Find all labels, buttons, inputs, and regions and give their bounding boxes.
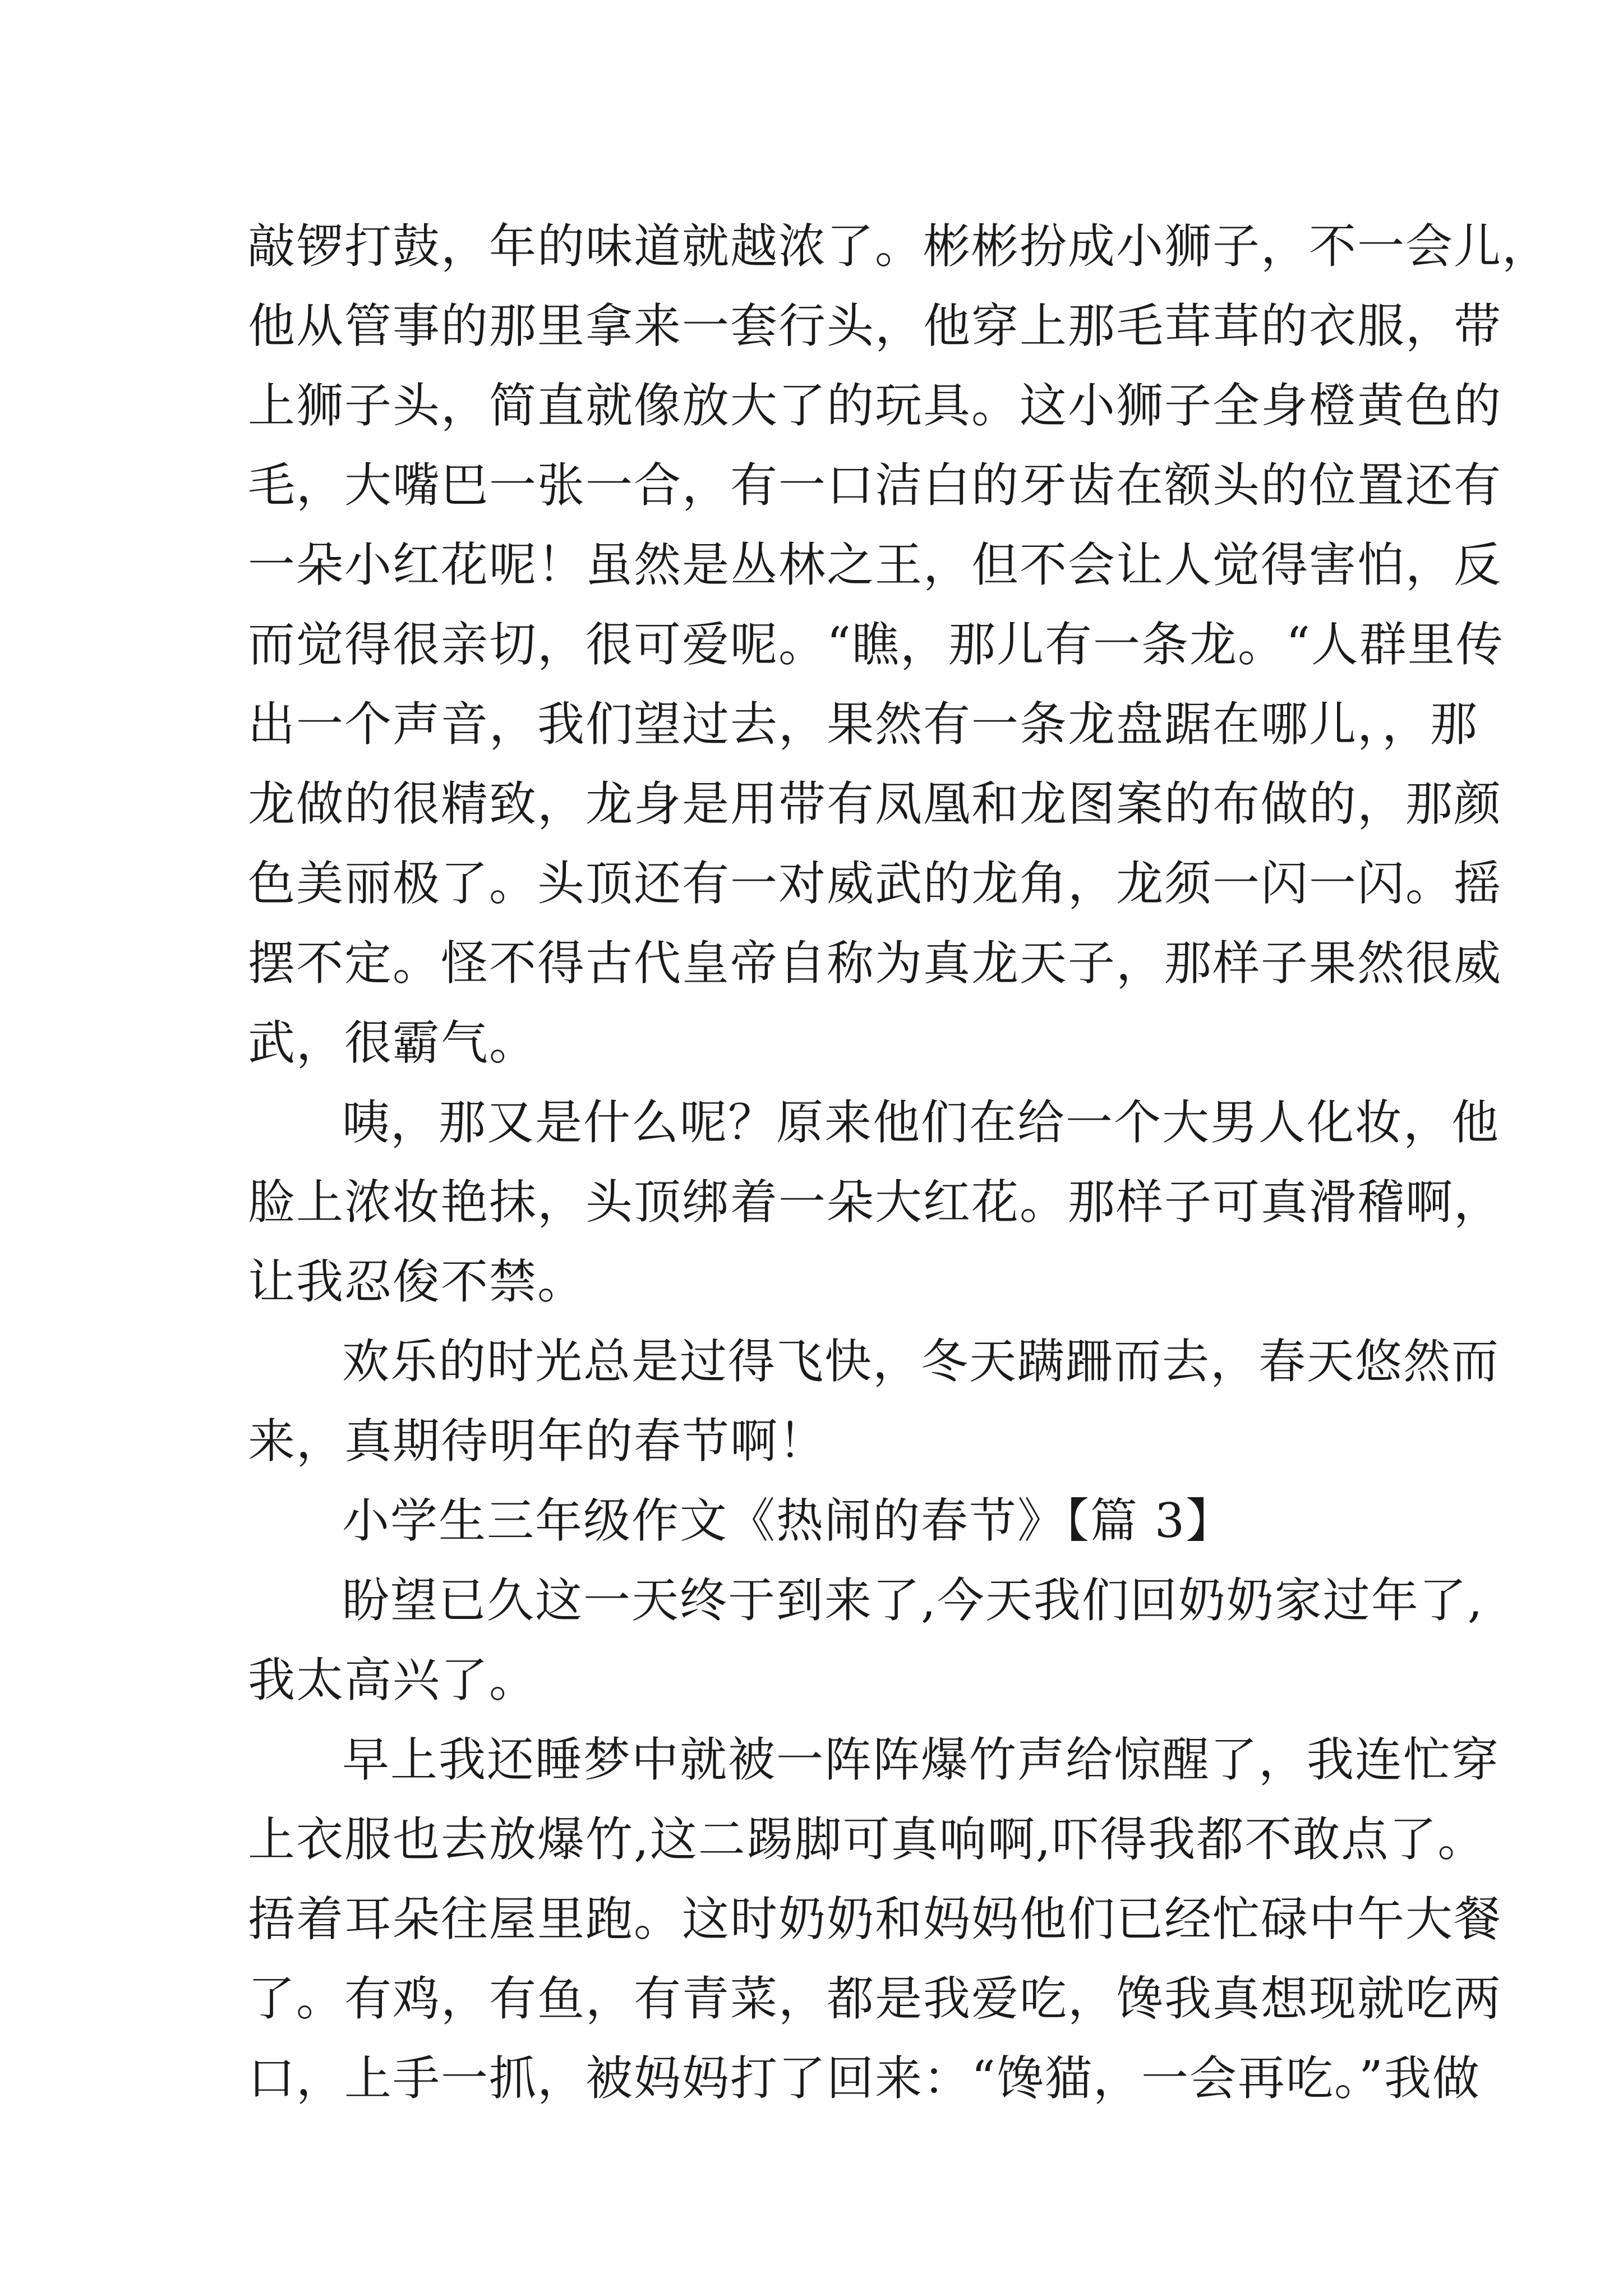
text-line: 了。有鸡，有鱼，有青菜，都是我爱吃，馋我真想现就吃两 xyxy=(248,1971,1502,2026)
text-line: 上狮子头，简直就像放大了的玩具。这小狮子全身橙黄色的 xyxy=(248,378,1502,433)
text-line: 欢乐的时光总是过得飞快，冬天蹒跚而去，春天悠然而 xyxy=(342,1334,1500,1389)
text-line: 上衣服也去放爆竹,这二踢脚可真响啊,吓得我都不敢点了。 xyxy=(248,1812,1486,1867)
text-line: 让我忍俊不禁。 xyxy=(248,1254,586,1309)
text-line: 脸上浓妆艳抹，头顶绑着一朵大红花。那样子可真滑稽啊， xyxy=(248,1175,1502,1230)
text-line: 口，上手一抓，被妈妈打了回来：“馋猫，一会再吃。”我做 xyxy=(248,2051,1481,2106)
text-line: 早上我还睡梦中就被一阵阵爆竹声给惊醒了，我连忙穿 xyxy=(342,1732,1500,1787)
text-line: 龙做的很精致，龙身是用带有凤凰和龙图案的布做的，那颜 xyxy=(248,776,1502,831)
document-body xyxy=(248,206,1551,2118)
text-line: 咦，那又是什么呢？原来他们在给一个大男人化妆，他 xyxy=(342,1095,1500,1150)
text-line: 毛，大嘴巴一张一合，有一口洁白的牙齿在额头的位置还有 xyxy=(248,458,1502,513)
text-line: 他从管事的那里拿来一套行头，他穿上那毛茸茸的衣服，带 xyxy=(248,298,1502,353)
section-heading: 小学生三年级作文《热闹的春节》【篇 3】 xyxy=(342,1493,1234,1548)
text-line: 色美丽极了。头顶还有一对威武的龙角，龙须一闪一闪。摇 xyxy=(248,856,1502,911)
text-line: 武，很霸气。 xyxy=(248,1015,538,1070)
text-line: 我太高兴了。 xyxy=(248,1653,538,1708)
text-line: 一朵小红花呢！虽然是丛林之王，但不会让人觉得害怕，反 xyxy=(248,537,1502,592)
text-line: 来，真期待明年的春节啊！ xyxy=(248,1414,827,1469)
text-line: 出一个声音，我们望过去，果然有一条龙盘踞在哪儿，，那 xyxy=(248,697,1479,752)
text-line: 而觉得很亲切，很可爱呢。“瞧，那儿有一条龙。“人群里传 xyxy=(248,617,1504,672)
text-line: 盼望已久这一天终于到来了,今天我们回奶奶家过年了, xyxy=(342,1573,1484,1628)
text-line: 捂着耳朵往屋里跑。这时奶奶和妈妈他们已经忙碌中午大餐 xyxy=(248,1892,1502,1947)
text-line: 摆不定。怪不得古代皇帝自称为真龙天子，那样子果然很威 xyxy=(248,936,1502,991)
text-line: 敲锣打鼓，年的味道就越浓了。彬彬扮成小狮子，不一会儿， xyxy=(248,219,1551,274)
